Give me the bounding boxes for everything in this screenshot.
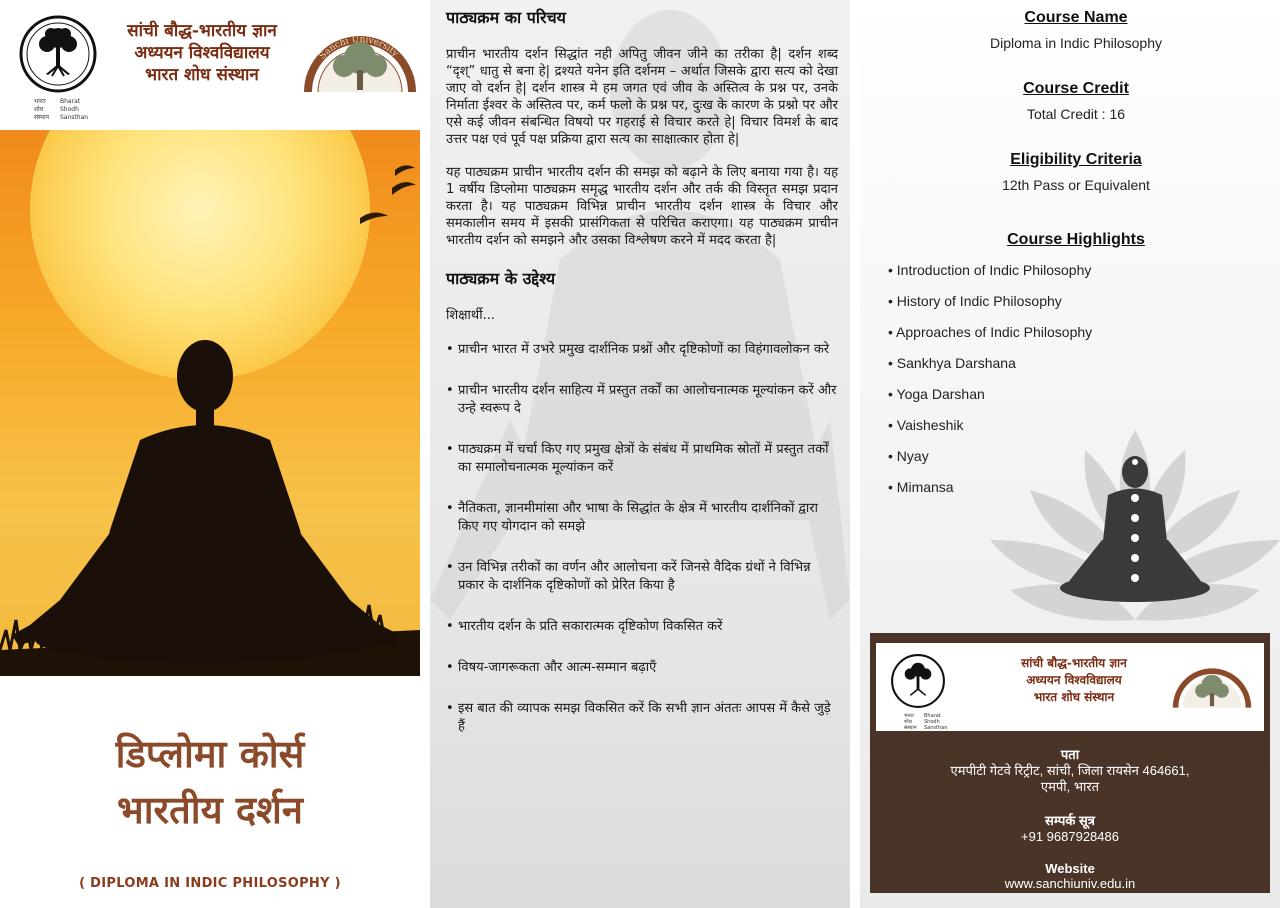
list-item: • विषय-जागरूकता और आत्म-सम्मान बढ़ाएँ — [446, 659, 838, 677]
header-logos — [0, 0, 420, 130]
course-credit-section — [860, 80, 1280, 122]
list-item: • Yoga Darshan — [888, 386, 1092, 417]
website-link[interactable]: www.sanchiuniv.edu.in — [1004, 876, 1136, 891]
course-credit-heading: Course Credit — [1023, 80, 1129, 97]
bss-text: भारत शोध संस्थान — [34, 98, 49, 121]
eligibility-value: 12th Pass or Equivalent — [1002, 177, 1150, 193]
list-item: • History of Indic Philosophy — [888, 293, 1092, 324]
list-item: • Approaches of Indic Philosophy — [888, 324, 1092, 355]
address-line: एमपी, भारत — [1040, 779, 1100, 794]
svg-text:Sanchi University: Sanchi University — [317, 34, 400, 62]
contact-label: सम्पर्क सूत्र — [1045, 813, 1095, 828]
bss-text-en: Bharat Shodh Sansthan — [60, 98, 89, 121]
objectives-list — [446, 341, 838, 736]
list-item: • Mimansa — [888, 479, 1092, 510]
list-item: • Vaisheshik — [888, 417, 1092, 448]
course-subtitle: ( DIPLOMA IN INDIC PHILOSOPHY ) — [79, 876, 341, 891]
website-label: Website — [1045, 861, 1095, 876]
university-name: सांची बौद्ध-भारतीय ज्ञान अध्ययन विश्वविद्यालय भारत शोध संस्थान — [127, 21, 277, 85]
tree-logo-icon — [18, 14, 98, 94]
contact-block — [870, 811, 1270, 845]
course-name-value: Diploma in Indic Philosophy — [990, 35, 1162, 51]
university-seal-icon — [1170, 653, 1254, 709]
intro-heading: पाठ्यक्रम का परिचय — [446, 8, 566, 27]
address-line: एमपीटी गेटवे रिट्रीट, सांची, जिला रायसेन 464661, — [950, 763, 1190, 778]
university-seal-icon — [300, 14, 420, 94]
list-item: • पाठ्यक्रम में चर्चा किए गए प्रमुख क्षेत्रों के संबंध में प्राथमिक स्रोतों में प्रस्तुत तर्कों का समालोचनात्मक मूल्यांकन करें — [446, 441, 838, 477]
tree-logo-icon — [890, 653, 946, 709]
eligibility-heading: Eligibility Criteria — [1010, 151, 1142, 168]
intro-paragraph-1: प्राचीन भारतीय दर्शन सिद्धांत नही अपितु जीवन जीने का तरीका है| दर्शन शब्द “दृश्” धातु से बना हे| द्रश्यते यनेन इति दर्शनम – अर्थात जिसके द्वारा सत्य को देखा जाए वो दर्शन हे| दर्शन शास्त्र मे हम जगत एवं जीव के अस्तित्व के प्रश्न पर, उनके निर्माता ईश्वर के अस्तित्व पर, कर्म फलो के प्रश्न पर, दुःख के कारण के प्रश्नो पर और एसे कई जीवन संबन्धित विषयो पर गहराई से विचार करते हे| विचार विमर्श के बाद उत्तर पक्ष एवं पूर्व पक्ष प्रक्रिया द्वारा सत्य का साक्षात्कार होता हे| — [446, 47, 838, 147]
learner-intro: शिक्षार्थी... — [446, 308, 495, 323]
list-item: • Sankhya Darshana — [888, 355, 1092, 386]
university-name: सांची बौद्ध-भारतीय ज्ञान अध्ययन विश्वविद्यालय भारत शोध संस्थान — [1021, 656, 1127, 704]
eligibility-section — [860, 151, 1280, 193]
list-item: • नैतिकता, ज्ञानमीमांसा और भाषा के सिद्धांत के क्षेत्र में भारतीय दार्शनिकों द्वारा किए गए योगदान को समझे — [446, 500, 838, 536]
course-title: डिप्लोमा कोर्स भारतीय दर्शन — [115, 731, 305, 832]
intro-paragraph-2: यह पाठ्यक्रम प्राचीन भारतीय दर्शन की समझ को बढ़ाने के लिए बनाया गया है। यह 1 वर्षीय डिप्लोमा पाठ्यक्रम समृद्ध भारतीय दर्शन और तर्क की विस्तृत समझ प्रदान करता है। यह पाठ्यक्रम विभिन्न प्राचीन भारतीय दर्शन शास्त्र के विचार और समकालीन समय में इसकी प्रासंगिकता से परिचित कराएगा। यह पाठ्यक्रम प्राचीन भारतीय दर्शन को समझने और उसका विश्लेषण करने में मदद करता है| — [446, 165, 838, 248]
meditation-sunset-image — [0, 130, 420, 676]
phone-number: +91 9687928486 — [1021, 829, 1119, 844]
course-name-section — [860, 9, 1280, 51]
details-panel — [860, 0, 1280, 908]
website-block — [870, 861, 1270, 892]
list-item: • भारतीय दर्शन के प्रति सकारात्मक दृष्टिकोण विकसित करें — [446, 618, 838, 636]
course-name-heading: Course Name — [1024, 9, 1128, 26]
address-block — [870, 745, 1270, 795]
address-label: पता — [1060, 747, 1080, 762]
bss-text-en: Bharat Shodh Sansthan — [924, 713, 948, 731]
course-credit-value: Total Credit : 16 — [1026, 106, 1126, 122]
lotus-meditation-icon — [990, 420, 1280, 630]
objectives-heading: पाठ्यक्रम के उद्देश्य — [446, 269, 556, 288]
footer-logos — [876, 643, 1264, 731]
highlights-heading: Course Highlights — [1007, 231, 1145, 248]
list-item: • Nyay — [888, 448, 1092, 479]
cover-panel — [0, 0, 420, 908]
list-item: • इस बात की व्यापक समझ विकसित करें कि सभी ज्ञान अंततः आपस में कैसे जुड़े हैं — [446, 700, 838, 736]
list-item: • Introduction of Indic Philosophy — [888, 262, 1092, 293]
description-panel — [430, 0, 850, 908]
highlights-section — [860, 231, 1280, 249]
list-item: • प्राचीन भारत में उभरे प्रमुख दार्शनिक प्रश्नों और दृष्टिकोणों का विहंगावलोकन करे — [446, 341, 838, 359]
list-item: • उन विभिन्न तरीकों का वर्णन और आलोचना करें जिनसे वैदिक ग्रंथों ने विभिन्न प्रकार के दार्शनिक दृष्टिकोणों को प्रेरित किया है — [446, 559, 838, 595]
list-item: • प्राचीन भारतीय दर्शन साहित्य में प्रस्तुत तर्कों का आलोचनात्मक मूल्यांकन करें और उन्हे स्वरूप दे — [446, 382, 838, 418]
bss-text: भारत शोध संस्थान — [904, 713, 917, 731]
contact-box — [870, 633, 1270, 893]
